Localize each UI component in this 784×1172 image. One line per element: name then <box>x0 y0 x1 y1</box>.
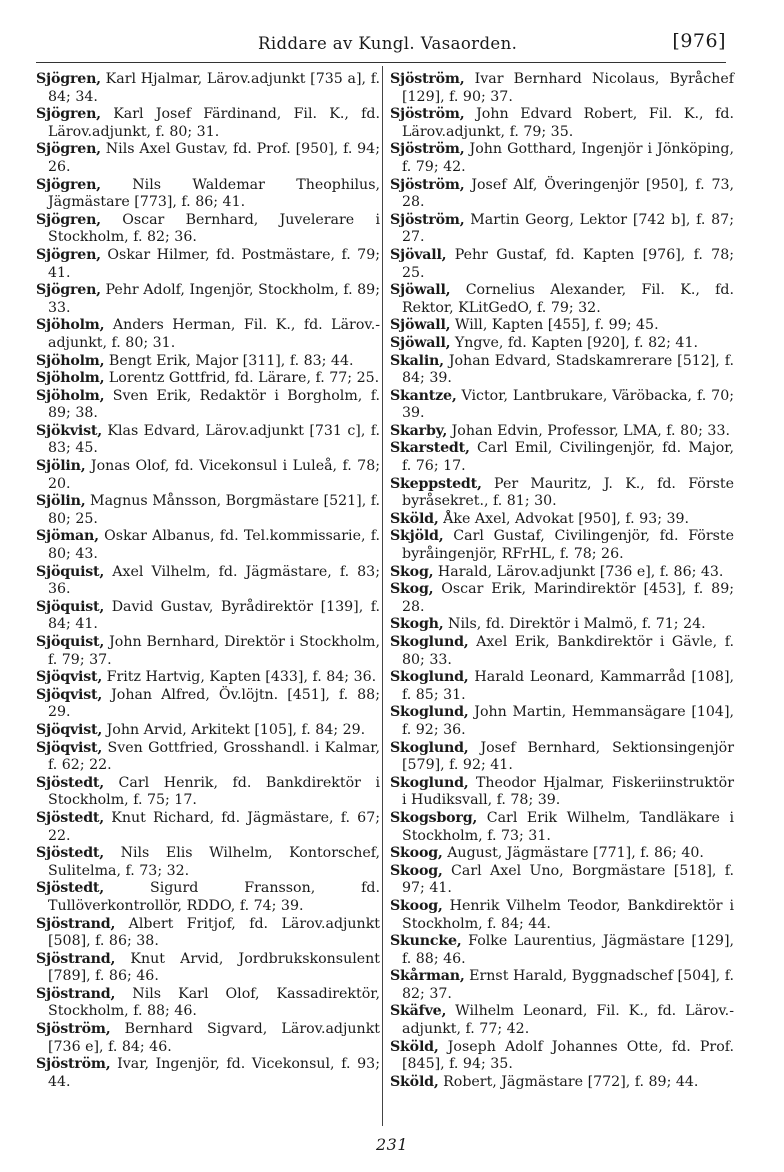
entry-surname: Skoglund, <box>390 739 469 756</box>
entry-details: Nils Waldemar Theophilus, Jägmästare [773], f. 86; 41. <box>48 176 380 211</box>
register-entry <box>36 951 380 986</box>
entry-details: Lorentz Gottfrid, fd. Lärare, f. 77; 25. <box>108 370 380 387</box>
entry-details: Albert Fritjof, fd. Lärov.adjunkt [508], f. 86; 38. <box>48 915 380 950</box>
entry-details: Harald, Lärov.adjunkt [736 e], f. 86; 43. <box>437 563 724 580</box>
entry-surname: Skeppstedt, <box>390 475 482 492</box>
entry-surname: Sjöqvist, <box>36 739 103 756</box>
entry-surname: Skoglund, <box>390 634 469 650</box>
register-entry <box>390 564 734 582</box>
entry-details: Cornelius Alexander, Fil. K., fd. Rektor, KLitGedO, f. 79; 32. <box>402 282 734 316</box>
register-entry <box>390 740 734 775</box>
entry-surname: Sjöholm, <box>36 370 105 387</box>
entry-surname: Skuncke, <box>390 933 462 950</box>
entry-details: Bernhard Sigvard, Lärov.adjunkt [736 e], f. 84; 46. <box>48 1021 380 1055</box>
entry-details: Per Mauritz, J. K., fd. Förste byråsekret., f. 81; 30. <box>402 475 735 510</box>
entry-details: John Bernhard, Direktör i Stockholm, f. 79; 37. <box>48 634 380 668</box>
register-entry <box>390 440 734 475</box>
entry-details: August, Jägmästare [771], f. 86; 40. <box>447 845 704 862</box>
entry-surname: Skoog, <box>390 845 443 862</box>
register-entry <box>36 599 380 634</box>
entry-details: Oskar Albanus, fd. Tel.kommissarie, f. 80; 43. <box>48 528 380 563</box>
register-entry <box>390 212 734 247</box>
entry-details: Nils Elis Wilhelm, Kontorschef, Sulitelma, f. 73; 32. <box>48 845 380 879</box>
entry-surname: Sjögren, <box>36 106 101 123</box>
entry-details: David Gustav, Byrådirektör [139], f. 84; 41. <box>48 598 380 633</box>
register-entry <box>390 247 734 282</box>
register-entry <box>36 177 380 212</box>
entry-details: Carl Erik Wilhelm, Tandläkare i Stockholm, f. 73; 31. <box>402 809 734 844</box>
page-number: [976] <box>672 30 726 52</box>
entry-details: Nils Axel Gustav, fd. Prof. [950], f. 94; 26. <box>48 141 380 175</box>
register-entry <box>36 775 380 810</box>
register-entry <box>390 388 734 423</box>
register-entry <box>390 704 734 739</box>
entry-surname: Skoglund, <box>390 704 469 721</box>
register-entry <box>390 581 734 616</box>
left-column <box>36 71 380 1091</box>
entry-details: Will, Kapten [455], f. 99; 45. <box>454 317 659 334</box>
entry-details: Johan Edvin, Professor, LMA, f. 80; 33. <box>451 422 730 439</box>
entry-surname: Sjöström, <box>390 176 465 193</box>
entry-surname: Skårman, <box>390 968 465 985</box>
entry-details: John Martin, Hemmansägare [104], f. 92; 36. <box>402 704 735 738</box>
entry-surname: Skoog, <box>390 897 443 914</box>
entry-surname: Sjöstrand, <box>36 985 116 1002</box>
entry-details: Victor, Lantbrukare, Väröbacka, f. 70; 39. <box>402 387 734 422</box>
register-entry <box>36 740 380 775</box>
entry-details: Pehr Adolf, Ingenjör, Stockholm, f. 89; 33. <box>48 282 380 316</box>
entry-surname: Sjöquist, <box>36 634 105 650</box>
entry-details: Sven Erik, Redaktör i Borgholm, f. 89; 38. <box>48 387 380 422</box>
entry-surname: Sjöstedt, <box>36 880 105 897</box>
entry-surname: Sjöholm, <box>36 352 105 369</box>
entry-surname: Skarstedt, <box>390 440 470 457</box>
entry-surname: Sköld, <box>390 510 439 527</box>
entry-surname: Skogh, <box>390 616 444 633</box>
entry-details: Yngve, fd. Kapten [920], f. 82; 41. <box>454 334 698 351</box>
entry-surname: Sjökvist, <box>36 422 102 439</box>
entry-surname: Sjöström, <box>390 211 465 228</box>
entry-surname: Sjöholm, <box>36 387 105 404</box>
register-entry <box>36 282 380 317</box>
register-entry <box>390 423 734 441</box>
entry-surname: Sjögren, <box>36 246 101 263</box>
register-entry <box>390 282 734 317</box>
entry-surname: Sjögren, <box>36 282 101 299</box>
register-entry <box>390 669 734 704</box>
register-entry <box>36 493 380 528</box>
register-entry <box>36 388 380 423</box>
entry-surname: Sjölin, <box>36 458 86 475</box>
register-entry <box>390 1003 734 1038</box>
register-entry <box>390 528 734 563</box>
entry-details: John Edvard Robert, Fil. K., fd. Lärov.adjunkt, f. 79; 35. <box>402 106 734 140</box>
register-entry <box>36 880 380 915</box>
register-entry <box>36 722 380 740</box>
entry-surname: Skoglund, <box>390 774 469 791</box>
register-entry <box>36 247 380 282</box>
entry-details: Knut Arvid, Jordbrukskonsulent [789], f. 86; 46. <box>48 950 380 985</box>
entry-surname: Sjöstrand, <box>36 950 116 967</box>
register-entry <box>36 71 380 106</box>
entry-details: Carl Henrik, fd. Bankdirektör i Stockholm, f. 75; 17. <box>48 774 380 809</box>
register-entry <box>390 317 734 335</box>
entry-surname: Sjöwall, <box>390 282 451 299</box>
entry-surname: Sjöholm, <box>36 317 105 334</box>
entry-details: Nils Karl Olof, Kassadirektör, Stockholm, f. 88; 46. <box>48 985 381 1020</box>
entry-surname: Skäfve, <box>390 1003 447 1020</box>
register-entry <box>390 968 734 1003</box>
entry-details: Martin Georg, Lektor [742 b], f. 87; 27. <box>402 211 734 246</box>
register-entry <box>36 528 380 563</box>
register-entry <box>390 511 734 529</box>
register-entry <box>36 212 380 247</box>
register-entry <box>36 370 380 388</box>
entry-surname: Skantze, <box>390 387 457 404</box>
entry-details: Oscar Bernhard, Juvelerare i Stockholm, f. 82; 36. <box>48 211 381 246</box>
entry-surname: Sjöstrand, <box>36 915 116 932</box>
entry-details: Folke Laurentius, Jägmästare [129], f. 88; 46. <box>402 933 735 967</box>
register-entry <box>390 933 734 968</box>
entry-details: Pehr Gustaf, fd. Kapten [976], f. 78; 25. <box>402 246 734 281</box>
register-entry <box>390 898 734 933</box>
entry-surname: Sjöstedt, <box>36 809 105 826</box>
entry-details: Karl Josef Färdinand, Fil. K., fd. Lärov.adjunkt, f. 80; 31. <box>48 106 380 140</box>
register-entry <box>36 317 380 352</box>
entry-details: Karl Hjalmar, Lärov.adjunkt [735 a], f. 84; 34. <box>48 71 381 105</box>
entry-details: Nils, fd. Direktör i Malmö, f. 71; 24. <box>448 616 706 633</box>
entry-details: Josef Bernhard, Sektionsingenjör [579], f. 92; 41. <box>402 739 734 774</box>
entry-surname: Sjöqvist, <box>36 721 103 738</box>
register-entry <box>390 845 734 863</box>
column-divider <box>382 66 383 1126</box>
entry-surname: Sköld, <box>390 1038 439 1055</box>
register-entry <box>390 810 734 845</box>
entry-surname: Sjöwall, <box>390 317 451 334</box>
entry-surname: Skog, <box>390 563 434 580</box>
entry-details: Harald Leonard, Kammarråd [108], f. 85; 31. <box>402 669 734 703</box>
entry-surname: Sjöström, <box>36 1056 111 1073</box>
header-rule <box>36 62 726 63</box>
register-entry <box>36 687 380 722</box>
entry-surname: Skoglund, <box>390 669 469 686</box>
register-entry <box>36 1021 380 1056</box>
entry-details: Joseph Adolf Johannes Otte, fd. Prof. [845], f. 94; 35. <box>402 1038 734 1073</box>
register-entry <box>390 775 734 810</box>
entry-details: Carl Emil, Civilingenjör, fd. Major, f. 76; 17. <box>402 440 735 475</box>
register-entry <box>390 476 734 511</box>
register-entry <box>36 458 380 493</box>
entry-details: Sigurd Fransson, fd. Tullöverkontrollör, RDDO, f. 74; 39. <box>48 880 380 914</box>
entry-details: Johan Edvard, Stadskamrerare [512], f. 84; 39. <box>402 352 734 387</box>
entry-details: Oskar Hilmer, fd. Postmästare, f. 79; 41. <box>48 246 381 281</box>
entry-details: Ernst Harald, Byggnadschef [504], f. 82; 37. <box>402 968 734 1002</box>
entry-details: John Arvid, Arkitekt [105], f. 84; 29. <box>106 721 366 738</box>
register-entry <box>36 1056 380 1091</box>
entry-details: Oscar Erik, Marindirektör [453], f. 89; 28. <box>402 581 734 615</box>
entry-surname: Sjöquist, <box>36 598 105 615</box>
entry-details: Anders Herman, Fil. K., fd. Lärov.-adjunkt, f. 80; 31. <box>48 317 381 351</box>
entry-details: Sven Gottfried, Grosshandl. i Kalmar, f. 62; 22. <box>48 739 381 774</box>
entry-surname: Sjöström, <box>390 141 465 158</box>
entry-details: Carl Gustaf, Civilingenjör, fd. Förste byråingenjör, RFrHL, f. 78; 26. <box>402 528 734 563</box>
entry-surname: Sjögren, <box>36 141 101 158</box>
entry-surname: Sjövall, <box>390 246 447 263</box>
entry-surname: Sjögren, <box>36 176 101 193</box>
entry-details: Klas Edvard, Lärov.adjunkt [731 c], f. 83; 45. <box>48 422 380 457</box>
entry-surname: Sjöqvist, <box>36 669 103 686</box>
running-title: Riddare av Kungl. Vasaorden. <box>258 34 518 53</box>
entry-details: Fritz Hartvig, Kapten [433], f. 84; 36. <box>106 669 377 686</box>
register-entry <box>390 106 734 141</box>
register-entry <box>36 423 380 458</box>
entry-surname: Sjöstedt, <box>36 845 105 862</box>
entry-details: Magnus Månsson, Borgmästare [521], f. 80; 25. <box>48 493 381 527</box>
entry-surname: Sjölin, <box>36 493 86 510</box>
register-entry <box>390 353 734 388</box>
register-entry <box>36 141 380 176</box>
register-entry <box>36 353 380 371</box>
entry-surname: Sjöqvist, <box>36 686 103 703</box>
register-entry <box>36 564 380 599</box>
entry-details: Bengt Erik, Major [311], f. 83; 44. <box>108 352 354 369</box>
entry-surname: Sjögren, <box>36 211 101 228</box>
register-entry <box>390 71 734 106</box>
register-entry <box>390 177 734 212</box>
entry-surname: Skogsborg, <box>390 809 478 826</box>
entry-surname: Sköld, <box>390 1073 439 1090</box>
entry-surname: Skarby, <box>390 422 448 439</box>
register-entry <box>390 634 734 669</box>
entry-details: Åke Axel, Advokat [950], f. 93; 39. <box>443 510 690 527</box>
entry-details: Wilhelm Leonard, Fil. K., fd. Lärov.-adjunkt, f. 77; 42. <box>402 1003 734 1038</box>
entry-details: Josef Alf, Överingenjör [950], f. 73, 28. <box>402 176 735 211</box>
entry-details: Henrik Vilhelm Teodor, Bankdirektör i Stockholm, f. 84; 44. <box>402 897 734 932</box>
page-header <box>36 30 726 58</box>
entry-details: Jonas Olof, fd. Vicekonsul i Luleå, f. 78; 20. <box>48 458 380 492</box>
entry-surname: Skjöld, <box>390 528 444 545</box>
entry-surname: Sjöström, <box>390 106 465 123</box>
entry-surname: Sjöström, <box>36 1021 111 1038</box>
register-entry <box>390 335 734 353</box>
entry-surname: Sjöquist, <box>36 563 105 580</box>
register-entry <box>36 845 380 880</box>
register-entry <box>36 810 380 845</box>
register-entry <box>36 986 380 1021</box>
entry-surname: Sjöman, <box>36 528 99 545</box>
entry-details: Ivar Bernhard Nicolaus, Byråchef [129], f. 90; 37. <box>402 71 734 105</box>
register-entry <box>390 1039 734 1074</box>
entry-surname: Skog, <box>390 581 434 598</box>
register-entry <box>390 141 734 176</box>
right-column <box>390 71 734 1091</box>
entry-surname: Sjögren, <box>36 71 101 87</box>
page-folio: 231 <box>375 1135 409 1154</box>
entry-details: Carl Axel Uno, Borgmästare [518], f. 97; 41. <box>402 862 734 897</box>
register-entry <box>390 1074 734 1092</box>
entry-details: Knut Richard, fd. Jägmästare, f. 67; 22. <box>48 809 380 844</box>
register-entry <box>390 863 734 898</box>
entry-details: Ivar, Ingenjör, fd. Vicekonsul, f. 93; 44. <box>48 1056 380 1090</box>
entry-details: Theodor Hjalmar, Fiskeriinstruktör i Hudiksvall, f. 78; 39. <box>402 774 734 809</box>
entry-surname: Skalin, <box>390 352 444 369</box>
register-entry <box>36 634 380 669</box>
register-entry <box>36 106 380 141</box>
register-entry <box>390 616 734 634</box>
entry-details: Robert, Jägmästare [772], f. 89; 44. <box>443 1073 699 1090</box>
entry-details: John Gotthard, Ingenjör i Jönköping, f. 79; 42. <box>402 141 734 175</box>
entry-surname: Sjöwall, <box>390 334 451 351</box>
entry-surname: Sjöstedt, <box>36 774 105 791</box>
entry-surname: Sjöström, <box>390 71 465 87</box>
entry-details: Axel Vilhelm, fd. Jägmästare, f. 83; 36. <box>48 563 380 598</box>
entry-surname: Skoog, <box>390 862 443 879</box>
register-entry <box>36 916 380 951</box>
entry-details: Johan Alfred, Öv.löjtn. [451], f. 88; 29. <box>48 686 380 721</box>
entry-details: Axel Erik, Bankdirektör i Gävle, f. 80; 33. <box>402 634 735 668</box>
register-entry <box>36 669 380 687</box>
